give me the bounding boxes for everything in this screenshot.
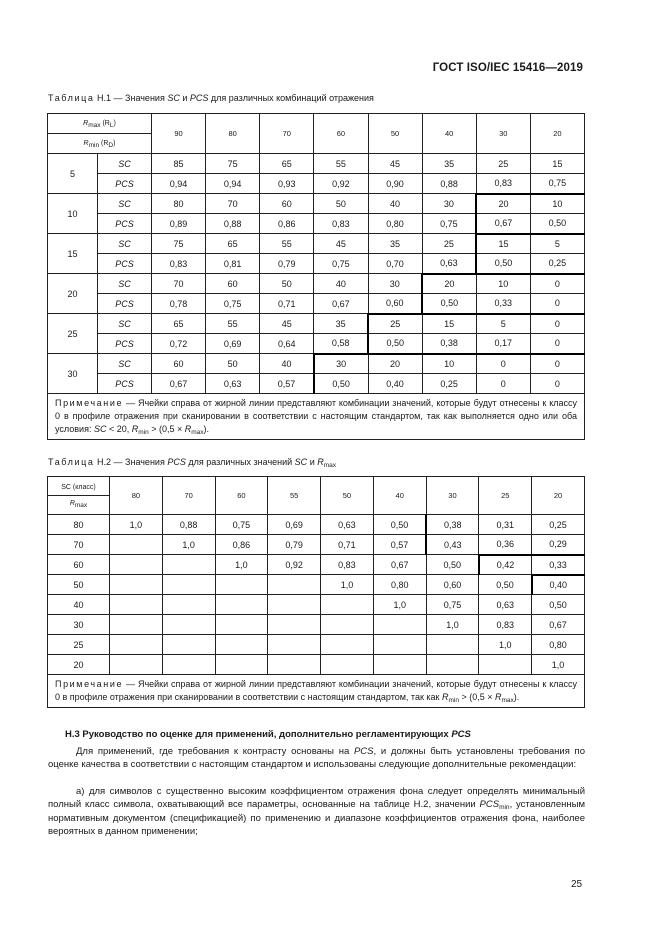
table1-sc-cell: 65 — [206, 234, 260, 254]
table2-cell: 0,80 — [532, 635, 585, 655]
table1-pcs-cell: 0 — [530, 294, 584, 314]
table1-pcs-cell: 0,25 — [530, 254, 584, 274]
table1-col-header: 30 — [476, 114, 530, 154]
table1-sc-cell: 10 — [530, 194, 584, 214]
table1-corner-rmax — [48, 114, 152, 134]
table2-cell: 0,50 — [532, 595, 585, 615]
table1-pcs-cell: 0,79 — [260, 254, 314, 274]
table2-cell: 0,63 — [479, 595, 532, 615]
table2-cell: 0,67 — [373, 555, 426, 575]
table2-col-header: 20 — [532, 477, 585, 515]
table1-sc-cell: 40 — [260, 354, 314, 374]
table1-sc-cell: 65 — [152, 314, 206, 334]
table2-cell — [268, 595, 321, 615]
table1-sc-cell: 35 — [314, 314, 368, 334]
table1-row-label-pcs: PCS — [98, 254, 152, 274]
rmax-sub: max — [88, 122, 101, 129]
table1-pcs-cell: 0,64 — [260, 334, 314, 354]
table1-note — [48, 394, 585, 440]
table1-col-header: 40 — [422, 114, 476, 154]
table1-sc-cell: 55 — [206, 314, 260, 334]
table2-cell: 0,69 — [268, 515, 321, 535]
table1-pcs-cell: 0,57 — [260, 374, 314, 394]
note-r: R — [494, 692, 502, 702]
table1-row-pcs — [48, 214, 585, 234]
table2-row — [48, 555, 585, 575]
table2-rmax-cell: 50 — [48, 575, 110, 595]
table2-cell — [110, 575, 163, 595]
table2-cell — [162, 555, 215, 575]
table2-col-header: 40 — [373, 477, 426, 515]
table2-cell: 1,0 — [532, 655, 585, 675]
table1-pcs-cell: 0 — [530, 374, 584, 394]
table1-pcs-cell: 0,25 — [422, 374, 476, 394]
table1-row-sc — [48, 234, 585, 254]
table1-pcs-cell: 0,80 — [368, 214, 422, 234]
table2-caption: Таблица Н.2 — Значения PCS для различных значений SC и $R_{max}$ — [48, 457, 336, 469]
table1-pcs-cell: 0,60 — [368, 294, 422, 314]
table1 — [47, 113, 585, 440]
note-text: < 20, — [106, 424, 132, 434]
table1-pcs-cell: 0,72 — [152, 334, 206, 354]
table1-pcs-cell: 0,86 — [260, 214, 314, 234]
table2-cell — [162, 595, 215, 615]
table1-pcs-cell: 0,75 — [530, 174, 584, 194]
table1-row-label-sc: SC — [98, 234, 152, 254]
table1-row-label-pcs: PCS — [98, 334, 152, 354]
table1-sc-cell: 20 — [476, 194, 530, 214]
table2-col-header: 50 — [321, 477, 374, 515]
table2-cell: 0,42 — [479, 555, 532, 575]
table1-pcs-cell: 0,38 — [422, 334, 476, 354]
note-text: ). — [203, 424, 210, 434]
table2-cell — [110, 535, 163, 555]
table1-sc-cell: 55 — [314, 154, 368, 174]
table2-cell — [373, 615, 426, 635]
table1-sc-cell: 25 — [476, 154, 530, 174]
table2-cell: 1,0 — [110, 515, 163, 535]
table1-sc-cell: 70 — [206, 194, 260, 214]
table2-cell — [479, 655, 532, 675]
table1-pcs-cell: 0,50 — [368, 334, 422, 354]
table2-rmax-cell: 25 — [48, 635, 110, 655]
table1-row-pcs — [48, 174, 585, 194]
section-heading: Н.3 Руководство по оценке для применений, дополнительно регламентирующих PCS — [65, 729, 471, 740]
table1-rmin-cell: 5 — [48, 154, 98, 194]
table1-sc-cell: 50 — [314, 194, 368, 214]
table2-cell: 0,63 — [321, 515, 374, 535]
note-label: Примечание — [55, 398, 124, 408]
paren: (R — [100, 120, 110, 127]
table1-pcs-cell: 0,88 — [206, 214, 260, 234]
table2-row — [48, 575, 585, 595]
table1-sc-cell: 80 — [152, 194, 206, 214]
note-sc: SC — [93, 424, 107, 434]
table2-row — [48, 595, 585, 615]
table2-note-row — [48, 675, 585, 708]
note-text: — Ячейки справа от жирной линии представляют комбинации значений, которые будут отнесены к классу 0 в профиле отражения при сканировании в соответствии с настоящим стандартом, так как — [55, 679, 577, 702]
table2-col-header: 60 — [215, 477, 268, 515]
table1-pcs-cell: 0,75 — [314, 254, 368, 274]
table2-cell: 1,0 — [373, 595, 426, 615]
table1-sc-cell: 30 — [422, 194, 476, 214]
table2-cell: 0,40 — [532, 575, 585, 595]
table2-cell — [110, 595, 163, 615]
table2-cell: 0,79 — [268, 535, 321, 555]
table1-sc-cell: 25 — [422, 234, 476, 254]
table2-rmax-cell: 60 — [48, 555, 110, 575]
table1-pcs-cell: 0,94 — [152, 174, 206, 194]
table2-cell: 1,0 — [162, 535, 215, 555]
table1-sc-cell: 45 — [368, 154, 422, 174]
table1-sc-cell: 25 — [368, 314, 422, 334]
table1-pcs-cell: 0,50 — [530, 214, 584, 234]
table1-sc-cell: 75 — [206, 154, 260, 174]
table2-rmax-cell: 30 — [48, 615, 110, 635]
corner-r: R — [69, 500, 75, 507]
table2-row — [48, 615, 585, 635]
table1-pcs-cell: 0,88 — [422, 174, 476, 194]
table1-pcs-cell: 0,83 — [314, 214, 368, 234]
table1-row-label-sc: SC — [98, 194, 152, 214]
document-header: ГОСТ ISO/IEC 15416—2019 — [432, 62, 583, 74]
paragraph-1: Для применений, где требования к контрасту основаны на PCS, и должны быть установлены требования по оценке качества в соответствии с настоящим стандартом и использованы следующие дополнительные рекомендации: — [48, 746, 585, 771]
table2-rmax-cell: 70 — [48, 535, 110, 555]
table1-pcs-cell: 0,70 — [368, 254, 422, 274]
table1-sc-cell: 30 — [314, 354, 368, 374]
table1-sc-cell: 45 — [314, 234, 368, 254]
table2-cell — [110, 615, 163, 635]
note-rsub: max — [501, 697, 514, 704]
table2-cell — [268, 575, 321, 595]
table1-pcs-cell: 0,58 — [314, 334, 368, 354]
table2-cell — [321, 615, 374, 635]
table1-sc-cell: 35 — [422, 154, 476, 174]
table1-row-pcs — [48, 294, 585, 314]
table1-pcs-cell: 0,92 — [314, 174, 368, 194]
paren: ) — [113, 140, 116, 147]
table2-col-header: 30 — [426, 477, 479, 515]
table2-rmax-cell: 20 — [48, 655, 110, 675]
table1-col-header: 70 — [260, 114, 314, 154]
rd-sub: D — [108, 142, 114, 149]
table2-cell — [426, 655, 479, 675]
table1-rmin-cell: 10 — [48, 194, 98, 234]
rmin-sub: min — [88, 142, 100, 149]
table1-pcs-cell: 0,50 — [314, 374, 368, 394]
corner-rsub: max — [74, 502, 88, 509]
table2 — [47, 476, 585, 708]
table1-pcs-cell: 0,40 — [368, 374, 422, 394]
table1-row-sc — [48, 154, 585, 174]
table1-row-label-pcs: PCS — [98, 174, 152, 194]
table2-note — [48, 675, 585, 708]
table1-sc-cell: 20 — [422, 274, 476, 294]
table2-corner — [48, 477, 110, 515]
table2-col-header: 70 — [162, 477, 215, 515]
table1-row-sc — [48, 194, 585, 214]
table2-cell: 0,71 — [321, 535, 374, 555]
note-rsub: min — [448, 697, 459, 704]
table1-pcs-cell: 0,71 — [260, 294, 314, 314]
note-r: R — [131, 424, 139, 434]
corner-sc: SC (класс) — [48, 484, 109, 496]
table1-pcs-cell: 0 — [476, 374, 530, 394]
table2-row — [48, 515, 585, 535]
table2-cell — [268, 635, 321, 655]
table2-cell: 0,50 — [373, 515, 426, 535]
paren: (R — [99, 140, 109, 147]
table1-row-label-pcs: PCS — [98, 294, 152, 314]
table1-row-sc — [48, 354, 585, 374]
table1-pcs-cell: 0,17 — [476, 334, 530, 354]
table1-pcs-cell: 0,78 — [152, 294, 206, 314]
table2-cell: 0,88 — [162, 515, 215, 535]
table2-cell — [110, 635, 163, 655]
paragraph-2: а) для символов с существенно высоким коэффициентом отражения фона следует определять минимальный полный класс символа, охватывающий все параметры, основанные на таблице Н.2, значении $PCS_{min}$, установленным нормативным документом (спецификацией) по применению и диапазоне коэффициентов отражения фона, наиболее вероятных в данном применении; — [48, 786, 585, 837]
table1-sc-cell: 60 — [206, 274, 260, 294]
table2-col-header: 80 — [110, 477, 163, 515]
table1-sc-cell: 60 — [152, 354, 206, 374]
table1-col-header: 50 — [368, 114, 422, 154]
table2-cell: 0,33 — [532, 555, 585, 575]
table1-pcs-cell: 0,50 — [476, 254, 530, 274]
table2-cell: 0,67 — [532, 615, 585, 635]
table1-sc-cell: 5 — [476, 314, 530, 334]
table2-cell — [215, 575, 268, 595]
table2-cell — [110, 655, 163, 675]
table1-rmin-cell: 15 — [48, 234, 98, 274]
table1-sc-cell: 0 — [530, 354, 584, 374]
table2-cell — [162, 615, 215, 635]
paren: ) — [113, 120, 116, 127]
table2-rmax-cell: 80 — [48, 515, 110, 535]
table1-row-label-pcs: PCS — [98, 374, 152, 394]
table2-header-row — [48, 477, 585, 515]
table1-row-label-sc: SC — [98, 354, 152, 374]
table2-cell: 0,50 — [426, 555, 479, 575]
table1-rmin-cell: 25 — [48, 314, 98, 354]
table1-row-label-sc: SC — [98, 154, 152, 174]
table2-cell: 0,60 — [426, 575, 479, 595]
table1-col-header: 90 — [152, 114, 206, 154]
table2-cell — [373, 635, 426, 655]
table2-cell: 0,25 — [532, 515, 585, 535]
table1-row-pcs — [48, 254, 585, 274]
table2-cell: 0,31 — [479, 515, 532, 535]
table1-pcs-cell: 0,83 — [152, 254, 206, 274]
table2-row — [48, 635, 585, 655]
table1-header-row — [48, 114, 585, 134]
table2-cell: 0,43 — [426, 535, 479, 555]
table1-caption: Таблица Н.1 — Значения SC и PCS для различных комбинаций отражения — [48, 93, 374, 103]
note-label: Примечание — [55, 679, 124, 689]
note-r: R — [184, 424, 192, 434]
table1-sc-cell: 40 — [314, 274, 368, 294]
table2-cell: 1,0 — [215, 555, 268, 575]
table1-pcs-cell: 0,50 — [422, 294, 476, 314]
table2-cell — [268, 615, 321, 635]
table1-col-header: 20 — [530, 114, 584, 154]
table2-cell — [215, 615, 268, 635]
rmin-symbol: R — [83, 140, 89, 147]
table1-pcs-cell: 0,67 — [314, 294, 368, 314]
table1-pcs-cell: 0,94 — [206, 174, 260, 194]
table1-rmin-cell: 30 — [48, 354, 98, 394]
table1-sc-cell: 60 — [260, 194, 314, 214]
table2-cell — [215, 635, 268, 655]
table2-cell: 0,50 — [479, 575, 532, 595]
note-text: ). — [513, 692, 520, 702]
table1-sc-cell: 0 — [476, 354, 530, 374]
table2-cell: 1,0 — [479, 635, 532, 655]
note-r: R — [441, 692, 449, 702]
table1-pcs-cell: 0,90 — [368, 174, 422, 194]
table2-cell: 0,57 — [373, 535, 426, 555]
table1-corner-rmin — [48, 134, 152, 154]
rmax-symbol: R — [83, 120, 89, 127]
table2-col-header: 55 — [268, 477, 321, 515]
table2-cell — [268, 655, 321, 675]
table1-row-sc — [48, 314, 585, 334]
table1-row-sc — [48, 274, 585, 294]
table1-sc-cell: 20 — [368, 354, 422, 374]
table1-sc-cell: 15 — [476, 234, 530, 254]
table2-cell: 0,83 — [479, 615, 532, 635]
table1-pcs-cell: 0,67 — [152, 374, 206, 394]
table1-sc-cell: 10 — [476, 274, 530, 294]
table1-sc-cell: 45 — [260, 314, 314, 334]
table2-cell: 0,36 — [479, 535, 532, 555]
table2-cell: 1,0 — [321, 575, 374, 595]
table1-pcs-cell: 0,67 — [476, 214, 530, 234]
table1-pcs-cell: 0,83 — [476, 174, 530, 194]
table1-sc-cell: 55 — [260, 234, 314, 254]
table2-cell — [162, 655, 215, 675]
table1-sc-cell: 0 — [530, 314, 584, 334]
table2-row — [48, 535, 585, 555]
table2-cell: 0,75 — [215, 515, 268, 535]
table1-pcs-cell: 0,63 — [206, 374, 260, 394]
note-text: — Ячейки справа от жирной линии представляют комбинации значений, которые будут отнесены к классу 0 в профиле отражения при сканировании в соответствии с настоящим стандартом, так как выполняется одно или оба условия: — [55, 398, 577, 434]
table1-row-pcs — [48, 334, 585, 354]
table2-cell — [162, 575, 215, 595]
table2-cell — [110, 555, 163, 575]
table2-cell — [321, 595, 374, 615]
table1-row-label-pcs: PCS — [98, 214, 152, 234]
table2-col-header: 25 — [479, 477, 532, 515]
table1-sc-cell: 15 — [422, 314, 476, 334]
table1-sc-cell: 70 — [152, 274, 206, 294]
table2-cell — [373, 655, 426, 675]
table1-sc-cell: 15 — [530, 154, 584, 174]
table1-row-label-sc: SC — [98, 314, 152, 334]
page-number: 25 — [571, 879, 583, 890]
table1-sc-cell: 35 — [368, 234, 422, 254]
table1-pcs-cell: 0 — [530, 334, 584, 354]
table1-sc-cell: 75 — [152, 234, 206, 254]
table1-pcs-cell: 0,63 — [422, 254, 476, 274]
table1-col-header: 60 — [314, 114, 368, 154]
note-text: > (0,5 × — [458, 692, 495, 702]
table1-pcs-cell: 0,93 — [260, 174, 314, 194]
table1-pcs-cell: 0,75 — [422, 214, 476, 234]
table2-cell: 1,0 — [426, 615, 479, 635]
table1-sc-cell: 50 — [260, 274, 314, 294]
table1-pcs-cell: 0,89 — [152, 214, 206, 234]
table1-sc-cell: 40 — [368, 194, 422, 214]
table1-sc-cell: 85 — [152, 154, 206, 174]
table2-cell — [162, 635, 215, 655]
table1-pcs-cell: 0,69 — [206, 334, 260, 354]
table1-sc-cell: 65 — [260, 154, 314, 174]
table1-col-header: 80 — [206, 114, 260, 154]
table1-pcs-cell: 0,81 — [206, 254, 260, 274]
table1-sc-cell: 30 — [368, 274, 422, 294]
table1-pcs-cell: 0,75 — [206, 294, 260, 314]
table2-cell: 0,29 — [532, 535, 585, 555]
table2-cell — [321, 655, 374, 675]
note-rsub: max — [191, 429, 204, 436]
table2-rmax-cell: 40 — [48, 595, 110, 615]
table2-cell: 0,92 — [268, 555, 321, 575]
table2-cell — [215, 595, 268, 615]
table1-sc-cell: 0 — [530, 274, 584, 294]
table2-cell — [426, 635, 479, 655]
rl-sub: L — [109, 122, 114, 129]
table1-note-row — [48, 394, 585, 440]
table2-cell — [215, 655, 268, 675]
table1-row-pcs — [48, 374, 585, 394]
table1-row-label-sc: SC — [98, 274, 152, 294]
table1-rmin-cell: 20 — [48, 274, 98, 314]
table2-cell — [321, 635, 374, 655]
note-text: > (0,5 × — [148, 424, 185, 434]
table2-cell: 0,83 — [321, 555, 374, 575]
table1-pcs-cell: 0,33 — [476, 294, 530, 314]
table2-cell: 0,38 — [426, 515, 479, 535]
table2-row — [48, 655, 585, 675]
table1-sc-cell: 5 — [530, 234, 584, 254]
note-rsub: min — [138, 429, 149, 436]
table2-cell: 0,86 — [215, 535, 268, 555]
table1-sc-cell: 50 — [206, 354, 260, 374]
table2-cell: 0,75 — [426, 595, 479, 615]
table2-cell: 0,80 — [373, 575, 426, 595]
table1-sc-cell: 10 — [422, 354, 476, 374]
